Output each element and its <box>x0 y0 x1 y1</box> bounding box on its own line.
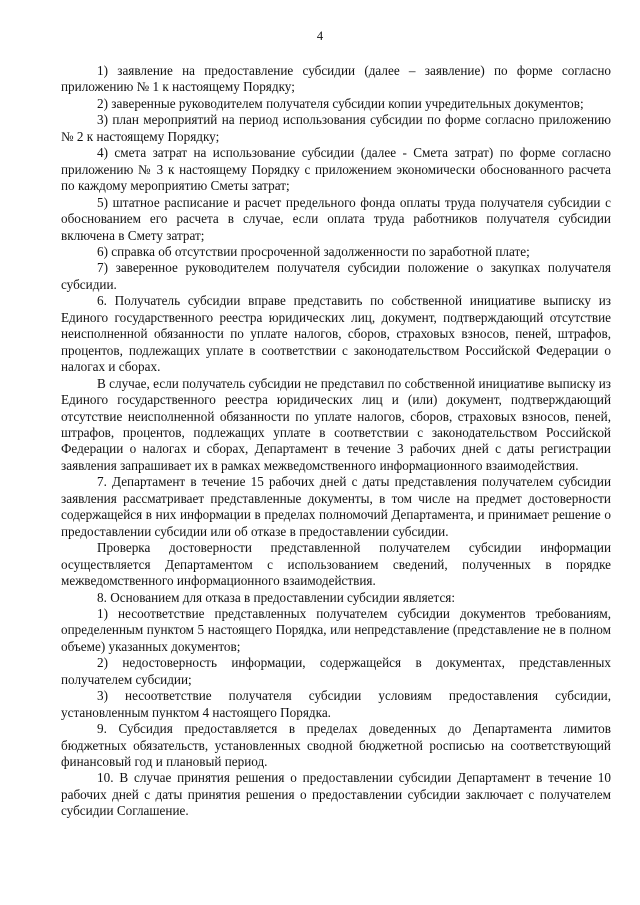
page-number: 4 <box>316 29 324 43</box>
paragraph-list-item-5: 5) штатное расписание и расчет предельного фонда оплаты труда получателя субсидии с обоснованием его расчета в случае, если оплата труда работников получателя субсидии включена в Смету затрат; <box>61 194 611 243</box>
paragraph-clause-6: 6. Получатель субсидии вправе представить по собственной инициативе выписку из Единого государственного реестра юридических лиц, документ, подтверждающий отсутствие неисполненной обязанности по уплате налогов, сборов, страховых взносов, пеней, штрафов, процентов, подлежащих уплате в соответствии с законодательством Российской Федерации о налогах и сборах. <box>61 293 611 375</box>
paragraph-list-item-3: 3) план мероприятий на период использования субсидии по форме согласно приложению № 2 к настоящему Порядку; <box>61 112 611 144</box>
paragraph-refusal-reason-1: 1) несоответствие представленных получателем субсидии документов требованиям, определенным пунктом 5 настоящего Порядка, или непредставление (представление не в полном объеме) указанных документов; <box>61 605 611 654</box>
paragraph-list-item-7: 7) заверенное руководителем получателя субсидии положение о закупках получателя субсидии. <box>61 260 611 292</box>
paragraph-list-item-4: 4) смета затрат на использование субсидии (далее - Смета затрат) по форме согласно приложению № 3 к настоящему Порядку с приложением экономически обоснованного расчета по каждому мероприятию Сметы затрат; <box>61 145 611 194</box>
paragraph-clause-8: 8. Основанием для отказа в предоставлении субсидии является: <box>97 589 456 605</box>
document-body <box>61 63 611 820</box>
paragraph-refusal-reason-3: 3) несоответствие получателя субсидии условиям предоставления субсидии, установленным пунктом 4 настоящего Порядка. <box>61 688 611 720</box>
paragraph-clause-9: 9. Субсидия предоставляется в пределах доведенных до Департамента лимитов бюджетных обязательств, установленных сводной бюджетной росписью на соответствующий финансовый год и плановый период. <box>61 721 611 770</box>
paragraph-clause-6-case: В случае, если получатель субсидии не представил по собственной инициативе выписку из Единого государственного реестра юридических лиц и (или) документ, подтверждающий отсутствие неисполненной обязанности по уплате налогов, сборов, страховых взносов, пеней, штрафов, процентов, подлежащих уплате в соответствии с законодательством Российской Федерации о налогах и сборах, Департамент в течение 3 рабочих дней с даты регистрации заявления запрашивает их в рамках межведомственного информационного взаимодействия. <box>61 375 611 473</box>
paragraph-list-item-6: 6) справка об отсутствии просроченной задолженности по заработной плате; <box>97 243 530 259</box>
paragraph-refusal-reason-2: 2) недостоверность информации, содержащейся в документах, представленных получателем субсидии; <box>61 655 611 687</box>
paragraph-clause-10: 10. В случае принятия решения о предоставлении субсидии Департамент в течение 10 рабочих дней с даты принятия решения о предоставлении субсидии заключает с получателем субсидии Соглашение. <box>61 770 611 819</box>
paragraph-clause-7-verification: Проверка достоверности представленной получателем субсидии информации осуществляется Департаментом с использованием сведений, полученных в порядке межведомственного информационного взаимодействия. <box>61 540 611 589</box>
paragraph-list-item-2: 2) заверенные руководителем получателя субсидии копии учредительных документов; <box>97 95 584 111</box>
paragraph-list-item-1: 1) заявление на предоставление субсидии (далее – заявление) по форме согласно приложению № 1 к настоящему Порядку; <box>61 63 611 95</box>
paragraph-clause-7: 7. Департамент в течение 15 рабочих дней с даты представления получателем субсидии заявления рассматривает представленные документы, в том числе на предмет достоверности содержащейся в них информации в пределах полномочий Департамента, и принимает решение о предоставлении субсидии или об отказе в предоставлении субсидии. <box>61 474 611 539</box>
